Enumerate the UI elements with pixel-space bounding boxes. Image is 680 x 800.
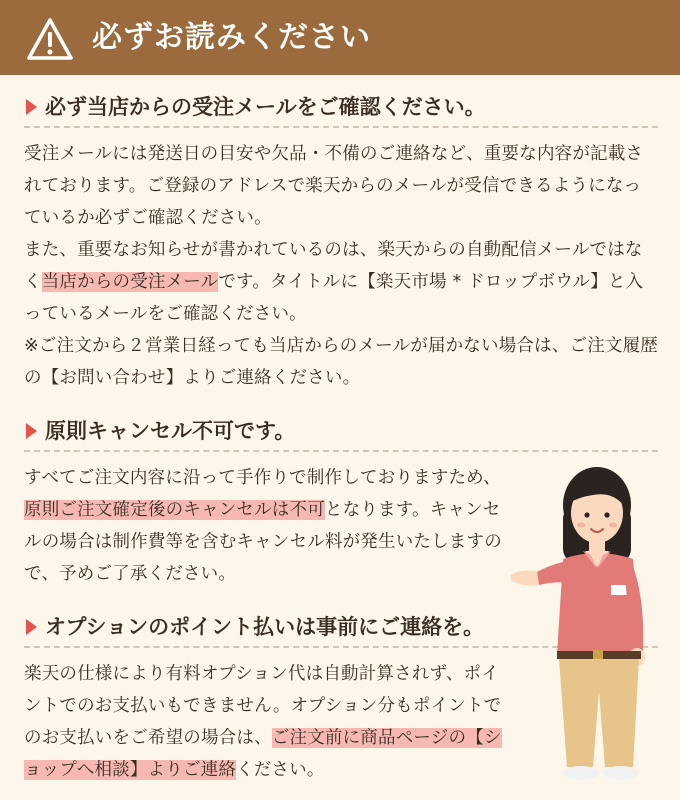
section-title: オプションのポイント払いは事前にご連絡を。 bbox=[24, 612, 658, 648]
section-order-mail bbox=[24, 92, 658, 394]
warning-triangle-icon bbox=[26, 17, 74, 61]
section-title: 原則キャンセル不可です。 bbox=[24, 416, 658, 452]
highlight-text: ご注文前に商品ページの【ショップへ相談】よりご連絡 bbox=[24, 728, 502, 780]
paragraph: すべてご注文内容に沿って手作りで制作しておりますため、原則ご注文確定後のキャンセルは不可となります。キャンセルの場合は制作費等を含むキャンセル料が発生いたしますので、予めご了承ください。 bbox=[24, 468, 502, 584]
section-body bbox=[24, 462, 514, 590]
section-no-cancel bbox=[24, 416, 514, 590]
triangle-right-icon bbox=[26, 619, 37, 635]
section-body bbox=[24, 658, 514, 786]
header-title: 必ずお読みください bbox=[92, 20, 371, 55]
triangle-right-icon bbox=[26, 99, 37, 115]
notice-header bbox=[0, 0, 680, 75]
highlight-text: 原則ご注文確定後のキャンセルは不可 bbox=[24, 500, 325, 520]
triangle-right-icon bbox=[26, 423, 37, 439]
section-option-points bbox=[24, 612, 514, 786]
paragraph: また、重要なお知らせが書かれているのは、楽天からの自動配信メールではなく当店からの受注メールです。タイトルに【楽天市場 * ドロップボウル】と入っているメールをご確認ください。 bbox=[24, 240, 644, 324]
highlight-text: 当店からの受注メール bbox=[41, 272, 219, 292]
paragraph: 受注メールには発送日の目安や欠品・不備のご連絡など、重要な内容が記載されております。ご登録のアドレスで楽天からのメールが受信できるようになっているか必ずご確認ください。 bbox=[24, 144, 644, 228]
paragraph: 楽天の仕様により有料オプション代は自動計算されず、ポイントでのお支払いもできません。オプション分もポイントでのお支払いをご希望の場合は、ご注文前に商品ページの【ショップへ相談】よりご連絡ください。 bbox=[24, 664, 502, 780]
section-title: 必ず当店からの受注メールをご確認ください。 bbox=[24, 92, 658, 128]
paragraph: ※ご注文から２営業日経っても当店からのメールが届かない場合は、ご注文履歴の【お問い合わせ】よりご連絡ください。 bbox=[24, 336, 659, 388]
shop-staff-illustration bbox=[505, 455, 675, 785]
section-body bbox=[24, 138, 658, 394]
